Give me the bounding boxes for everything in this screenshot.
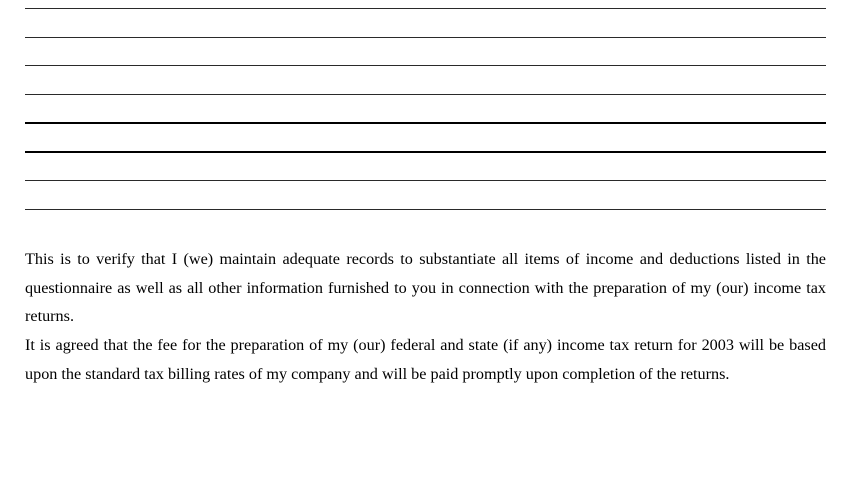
fee-agreement-statement: It is agreed that the fee for the preparation of my (our) federal and state (if any) income tax return for 2003 will be based upon the standard tax billing rates of my company and will be paid promptly upon completion of the returns.: [25, 336, 826, 383]
writing-line-2[interactable]: [25, 37, 826, 38]
verification-statement: This is to verify that I (we) maintain adequate records to substantiate all items of income and deductions listed in the questionnaire as well as all other information furnished to you in connection with the preparation of my (our) income tax returns.: [25, 250, 826, 325]
writing-line-1[interactable]: [25, 8, 826, 9]
writing-line-4[interactable]: [25, 94, 826, 95]
writing-line-3[interactable]: [25, 65, 826, 66]
writing-line-7[interactable]: [25, 180, 826, 181]
writing-line-5[interactable]: [25, 122, 826, 124]
writing-line-8[interactable]: [25, 209, 826, 210]
writing-line-6[interactable]: [25, 151, 826, 153]
